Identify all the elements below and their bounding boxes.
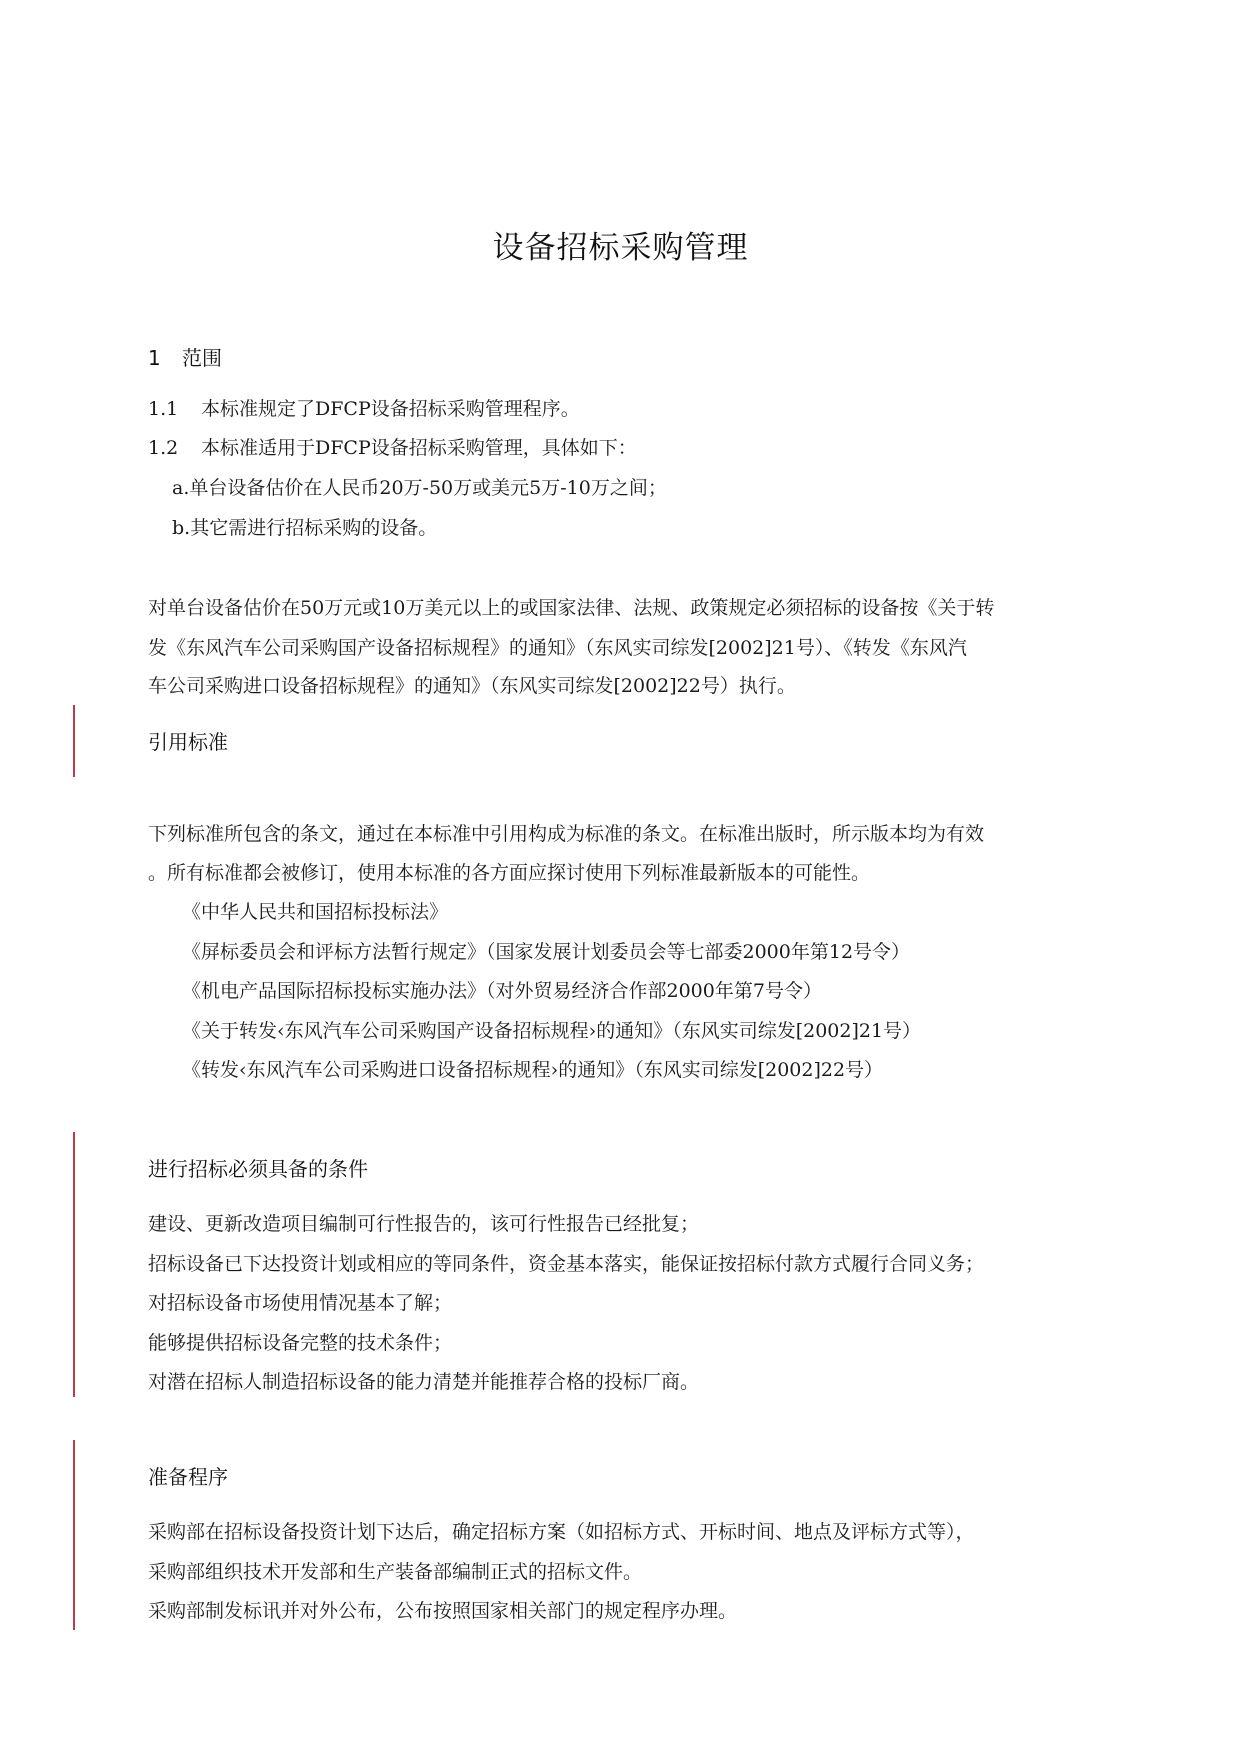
procedure-item: 采购部制发标讯并对外公布，公布按照国家相关部门的规定程序办理。: [148, 1600, 738, 1622]
condition-item: 建设、更新改造项目编制可行性报告的，该可行性报告已经批复；: [148, 1213, 700, 1235]
revision-bar: [73, 1132, 75, 1397]
item-1-1-number: 1.1: [148, 398, 179, 420]
reference-item: 《屏标委员会和评标方法暂行规定》（国家发展计划委员会等七部委2000年第12号令）: [182, 941, 911, 963]
section-3-heading: 进行招标必须具备的条件: [148, 1157, 368, 1181]
reference-item: 《关于转发‹东风汽车公司采购国产设备招标规程›的通知》（东风实司综发[2002]21号）: [182, 1020, 922, 1042]
item-1-1: [148, 398, 580, 421]
condition-item: 招标设备已下达投资计划或相应的等同条件，资金基本落实，能保证按招标付款方式履行合同义务；: [148, 1253, 985, 1275]
item-1-2-number: 1.2: [148, 437, 179, 459]
item-1-1-text: 本标准规定了DFCP设备招标采购管理程序。: [201, 398, 580, 420]
section-1-heading: [148, 346, 222, 370]
reference-item: 《机电产品国际招标投标实施办法》（对外贸易经济合作部2000年第7号令）: [182, 980, 822, 1002]
procedure-item: 采购部组织技术开发部和生产装备部编制正式的招标文件。: [148, 1561, 643, 1583]
reference-item: 《中华人民共和国招标投标法》: [182, 901, 449, 923]
section-2-paragraph-line-1: 下列标准所包含的条文，通过在本标准中引用构成为标准的条文。在标准出版时，所示版本均为有效: [148, 823, 985, 845]
condition-item: 能够提供招标设备完整的技术条件；: [148, 1332, 453, 1354]
item-1-2-sub-b: b.其它需进行招标采购的设备。: [172, 517, 438, 539]
section-2-paragraph-line-2: 。所有标准都会被修订，使用本标准的各方面应探讨使用下列标准最新版本的可能性。: [148, 862, 871, 884]
item-1-2: [148, 437, 637, 460]
item-1-2-sub-a: a.单台设备估价在人民币20万-50万或美元5万-10万之间；: [172, 477, 667, 499]
section-1-number: 1: [148, 346, 161, 370]
reference-item: 《转发‹东风汽车公司采购进口设备招标规程›的通知》（东风实司综发[2002]22号）: [182, 1059, 884, 1081]
procedure-item: 采购部在招标设备投资计划下达后，确定招标方案（如招标方式、开标时间、地点及评标方式等），: [148, 1521, 975, 1543]
condition-item: 对潜在招标人制造招标设备的能力清楚并能推荐合格的投标厂商。: [148, 1371, 700, 1393]
section-2-heading: 引用标准: [148, 730, 228, 754]
section-1-paragraph-line-1: 对单台设备估价在50万元或10万美元以上的或国家法律、法规、政策规定必须招标的设备按《关于转: [148, 597, 995, 619]
section-4-heading: 准备程序: [148, 1465, 228, 1489]
section-1-paragraph-line-3: 车公司采购进口设备招标规程》的通知》（东风实司综发[2002]22号）执行。: [148, 675, 796, 697]
revision-bar: [73, 705, 75, 777]
section-1-title: 范围: [182, 346, 222, 370]
document-title: 设备招标采购管理: [492, 230, 749, 266]
condition-item: 对招标设备市场使用情况基本了解；: [148, 1292, 453, 1314]
section-1-paragraph-line-2: 发《东风汽车公司采购国产设备招标规程》的通知》（东风实司综发[2002]21号）、《转发《东风汽: [148, 637, 967, 659]
item-1-2-text: 本标准适用于DFCP设备招标采购管理，具体如下：: [201, 437, 637, 459]
revision-bar: [73, 1440, 75, 1630]
